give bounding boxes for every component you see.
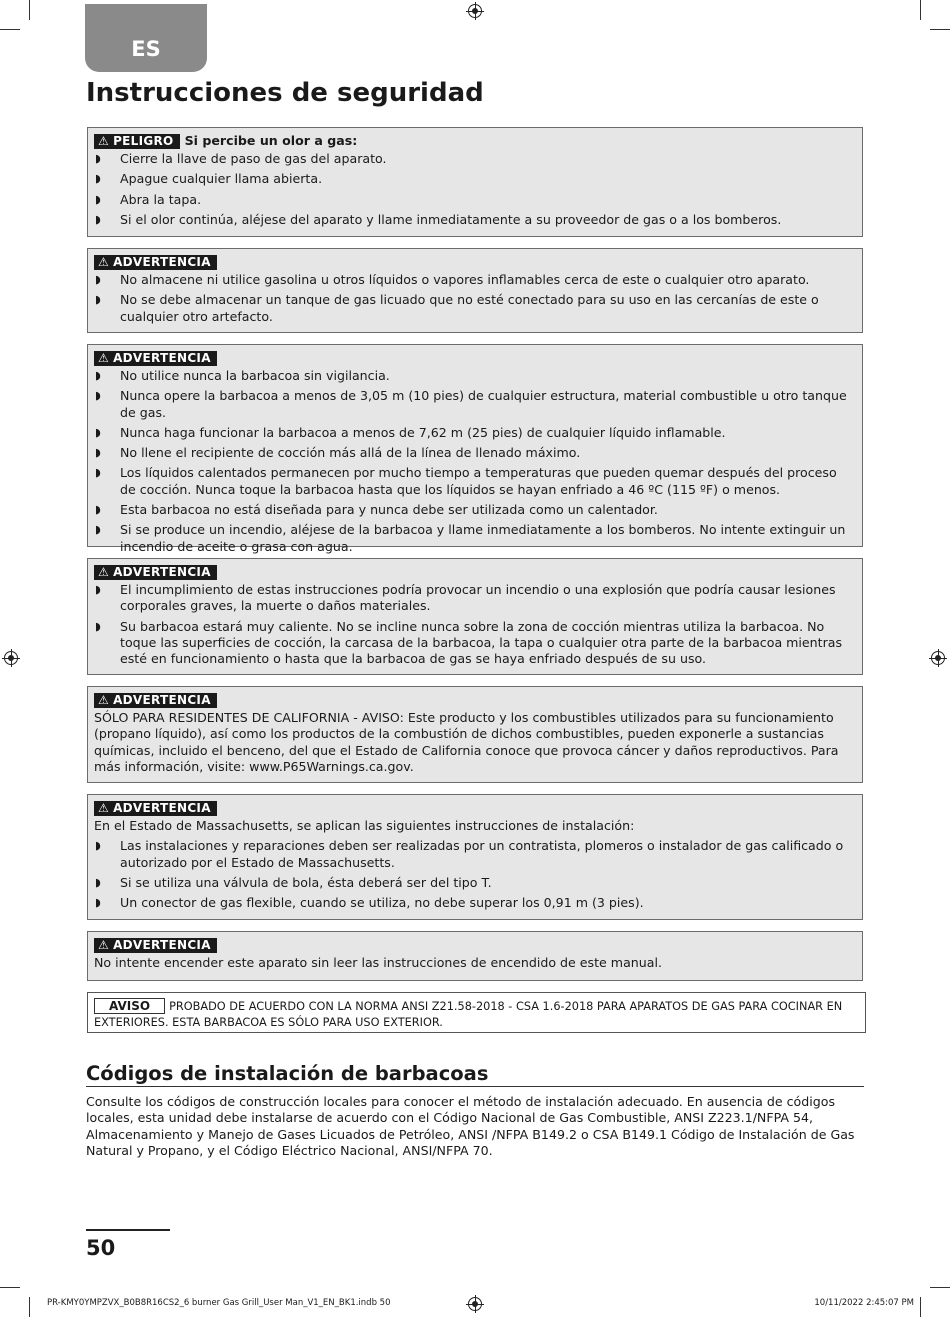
list-item: ◗ No almacene ni utilice gasolina u otros líquidos o vapores inflamables cerca de este o cualquier otro aparato. bbox=[94, 272, 856, 288]
bullet-list bbox=[94, 838, 856, 911]
warning-badge: ⚠ ADVERTENCIA bbox=[94, 938, 217, 953]
list-item: ◗ No llene el recipiente de cocción más allá de la línea de llenado máximo. bbox=[94, 445, 856, 461]
page-number-rule bbox=[86, 1229, 170, 1231]
box-header bbox=[94, 253, 856, 271]
box-header bbox=[94, 132, 856, 150]
warning-triangle-icon: ⚠ bbox=[98, 133, 110, 148]
language-tab: ES bbox=[85, 4, 207, 72]
footer-timestamp: 10/11/2022 2:45:07 PM bbox=[814, 1298, 914, 1308]
warning-triangle-icon: ⚠ bbox=[98, 937, 110, 952]
danger-box bbox=[87, 127, 863, 237]
warning-box bbox=[87, 248, 863, 333]
list-item: ◗ Abra la tapa. bbox=[94, 192, 856, 208]
list-item: ◗ Esta barbacoa no está diseñada para y nunca debe ser utilizada como un calentador. bbox=[94, 502, 856, 518]
footer-file-info: PR-KMY0YMPZVX_B0B8R16CS2_6 burner Gas Grill_User Man_V1_EN_BK1.indb 50 bbox=[47, 1298, 391, 1308]
list-item: ◗ Un conector de gas flexible, cuando se utiliza, no debe superar los 0,91 m (3 pies). bbox=[94, 895, 856, 911]
ignition-warning-text: No intente encender este aparato sin leer las instrucciones de encendido de este manual. bbox=[94, 955, 662, 970]
warning-badge: ⚠ ADVERTENCIA bbox=[94, 351, 217, 366]
notice-badge: AVISO bbox=[94, 998, 165, 1014]
box-header bbox=[94, 799, 856, 817]
bullet-list bbox=[94, 582, 856, 667]
crop-mark bbox=[29, 1297, 30, 1317]
registration-mark-icon bbox=[4, 651, 18, 665]
crop-mark bbox=[920, 0, 921, 20]
warning-triangle-icon: ⚠ bbox=[98, 692, 110, 707]
warning-box bbox=[87, 344, 863, 554]
warning-box bbox=[87, 558, 863, 675]
warning-badge: ⚠ ADVERTENCIA bbox=[94, 255, 217, 270]
box-header bbox=[94, 691, 856, 709]
box-header bbox=[94, 563, 856, 581]
list-item: ◗ Su barbacoa estará muy caliente. No se incline nunca sobre la zona de cocción mientras utiliza la barbacoa. No toque las superficies de cocción, la carcasa de la barbacoa, la tapa o cualquier otra parte de la barbacoa mientras esté en funcionamiento o hasta que la barbacoa de gas se haya enfriado después de su uso. bbox=[94, 619, 856, 668]
list-item: ◗ Si se produce un incendio, aléjese de la barbacoa y llame inmediatamente a los bomberos. No intente extinguir un incendio de aceite o grasa con agua. bbox=[94, 522, 856, 555]
page-title: Instrucciones de seguridad bbox=[86, 78, 484, 108]
list-item: ◗ Apague cualquier llama abierta. bbox=[94, 171, 856, 187]
list-item: ◗ Nunca haga funcionar la barbacoa a menos de 7,62 m (25 pies) de cualquier líquido inflamable. bbox=[94, 425, 856, 441]
section-body: Consulte los códigos de construcción locales para conocer el método de instalación adecuado. En ausencia de códigos locales, esta unidad debe instalarse de acuerdo con el Código Nacional de Gas Combustible, ANSI Z223.1/NFPA 54, Almacenamiento y Manejo de Gases Licuados de Petróleo, ANSI /NFPA B149.2 o CSA B149.1 Código de Instalación de Gas Natural y Propano, y el Código Eléctrico Nacional, ANSI/NFPA 70. bbox=[86, 1094, 855, 1158]
page-number: 50 bbox=[86, 1236, 116, 1260]
warning-triangle-icon: ⚠ bbox=[98, 800, 110, 815]
warning-box bbox=[87, 686, 863, 783]
registration-mark-icon bbox=[468, 4, 482, 18]
bullet-list bbox=[94, 151, 856, 228]
bullet-list bbox=[94, 368, 856, 555]
list-item: ◗ El incumplimiento de estas instrucciones podría provocar un incendio o una explosión que podría causar lesiones corporales graves, la muerte o daños materiales. bbox=[94, 582, 856, 615]
crop-mark bbox=[930, 1287, 950, 1288]
notice-text: PROBADO DE ACUERDO CON LA NORMA ANSI Z21.58-2018 - CSA 1.6-2018 PARA APARATOS DE GAS PARA COCINAR EN EXTERIORES. ESTA BARBACOA ES SÓLO PARA USO EXTERIOR. bbox=[94, 1000, 843, 1030]
warning-box bbox=[87, 794, 863, 920]
list-item: ◗ Nunca opere la barbacoa a menos de 3,05 m (10 pies) de cualquier estructura, material combustible u otro tanque de gas. bbox=[94, 388, 856, 421]
massachusetts-intro-text: En el Estado de Massachusetts, se aplican las siguientes instrucciones de instalación: bbox=[94, 818, 635, 833]
list-item: ◗ Las instalaciones y reparaciones deben ser realizadas por un contratista, plomeros o instalador de gas calificado o autorizado por el Estado de Massachusetts. bbox=[94, 838, 856, 871]
warning-badge: ⚠ ADVERTENCIA bbox=[94, 565, 217, 580]
registration-mark-icon bbox=[931, 651, 945, 665]
warning-badge: ⚠ ADVERTENCIA bbox=[94, 693, 217, 708]
crop-mark bbox=[0, 1287, 20, 1288]
crop-mark bbox=[0, 29, 20, 30]
section-title: Códigos de instalación de barbacoas bbox=[86, 1062, 864, 1087]
warning-box bbox=[87, 931, 863, 981]
box-heading: Si percibe un olor a gas: bbox=[184, 132, 358, 148]
list-item: ◗ Cierre la llave de paso de gas del aparato. bbox=[94, 151, 856, 167]
california-notice-text: SÓLO PARA RESIDENTES DE CALIFORNIA - AVISO: Este producto y los combustibles utilizados para su funcionamiento (propano líquido), así como los productos de la combustión de dichos combustibles, pueden exponerle a sustancias químicas, incluido el benceno, del que el Estado de California conoce que provoca cáncer y daños reproductivos. Para más información, visite: www.P65Warnings.ca.gov. bbox=[94, 710, 839, 774]
crop-mark bbox=[930, 29, 950, 30]
registration-mark-icon bbox=[468, 1297, 482, 1311]
bullet-list bbox=[94, 272, 856, 325]
list-item: ◗ Si el olor continúa, aléjese del aparato y llame inmediatamente a su proveedor de gas o a los bomberos. bbox=[94, 212, 856, 228]
warning-triangle-icon: ⚠ bbox=[98, 564, 110, 579]
warning-badge: ⚠ ADVERTENCIA bbox=[94, 801, 217, 816]
list-item: ◗ Si se utiliza una válvula de bola, ésta deberá ser del tipo T. bbox=[94, 875, 856, 891]
box-header bbox=[94, 349, 856, 367]
list-item: ◗ Los líquidos calentados permanecen por mucho tiempo a temperaturas que pueden quemar después del proceso de cocción. Nunca toque la barbacoa hasta que los líquidos se hayan enfriado a 46 ºC (115 ºF) o menos. bbox=[94, 465, 856, 498]
warning-triangle-icon: ⚠ bbox=[98, 254, 110, 269]
notice-box bbox=[87, 992, 866, 1033]
box-header bbox=[94, 936, 856, 954]
list-item: ◗ No utilice nunca la barbacoa sin vigilancia. bbox=[94, 368, 856, 384]
danger-badge: ⚠ PELIGRO bbox=[94, 134, 180, 149]
crop-mark bbox=[29, 0, 30, 20]
crop-mark bbox=[920, 1297, 921, 1317]
warning-triangle-icon: ⚠ bbox=[98, 350, 110, 365]
list-item: ◗ No se debe almacenar un tanque de gas licuado que no esté conectado para su uso en las cercanías de este o cualquier otro artefacto. bbox=[94, 292, 856, 325]
